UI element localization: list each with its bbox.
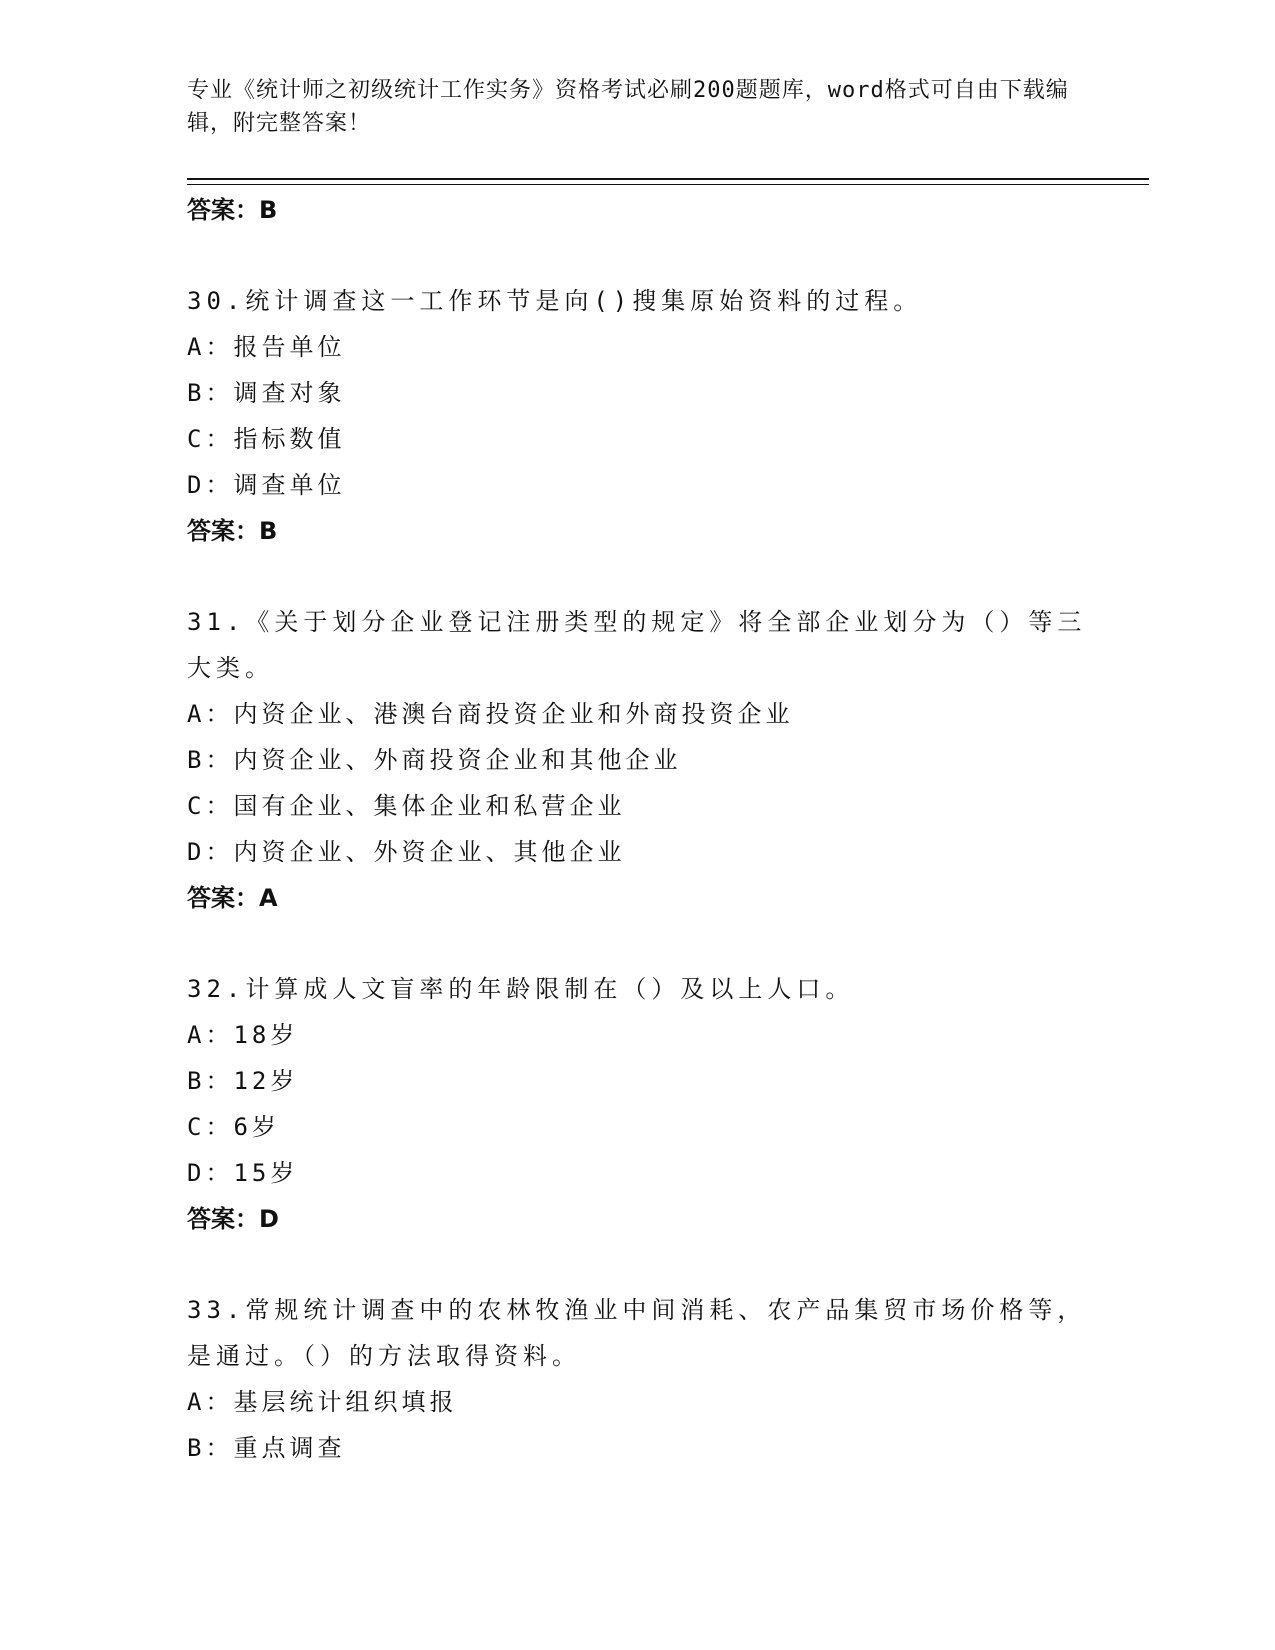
option-b: B：内资企业、外商投资企业和其他企业 <box>187 746 682 774</box>
question-text: 33.常规统计调查中的农林牧渔业中间消耗、农产品集贸市场价格等，是通过。（）的方法取得资料。 <box>187 1296 1087 1370</box>
question-30 <box>187 278 1087 554</box>
option-b: B：重点调查 <box>187 1434 346 1462</box>
option-d: D：内资企业、外资企业、其他企业 <box>187 838 626 866</box>
answer-label: 答案：B <box>187 196 278 224</box>
question-text: 32.计算成人文盲率的年龄限制在（）及以上人口。 <box>187 975 855 1003</box>
option-d: D：15岁 <box>187 1159 299 1187</box>
document-header: 专业《统计师之初级统计工作实务》资格考试必刷200题题库，word格式可自由下载编辑，附完整答案！ <box>187 78 1069 136</box>
question-text: 30.统计调查这一工作环节是向()搜集原始资料的过程。 <box>187 287 923 315</box>
question-31 <box>187 599 1087 921</box>
option-b: B：调查对象 <box>187 379 346 407</box>
answer-label: 答案：D <box>187 1205 279 1233</box>
header-divider-thin <box>187 184 1149 185</box>
answer-label: 答案：A <box>187 884 278 912</box>
option-a: A：内资企业、港澳台商投资企业和外商投资企业 <box>187 700 794 728</box>
option-a: A：基层统计组织填报 <box>187 1388 458 1416</box>
question-list <box>187 187 1087 1471</box>
header-divider-thick <box>187 178 1149 180</box>
option-c: C：指标数值 <box>187 425 346 453</box>
option-a: A：报告单位 <box>187 333 346 361</box>
option-b: B：12岁 <box>187 1067 299 1095</box>
option-c: C：6岁 <box>187 1113 280 1141</box>
option-a: A：18岁 <box>187 1021 299 1049</box>
option-c: C：国有企业、集体企业和私营企业 <box>187 792 626 820</box>
answer-label: 答案：B <box>187 517 278 545</box>
question-text: 31.《关于划分企业登记注册类型的规定》将全部企业划分为（）等三大类。 <box>187 608 1087 682</box>
option-d: D：调查单位 <box>187 471 346 499</box>
question-33 <box>187 1287 1087 1471</box>
question-32 <box>187 966 1087 1242</box>
